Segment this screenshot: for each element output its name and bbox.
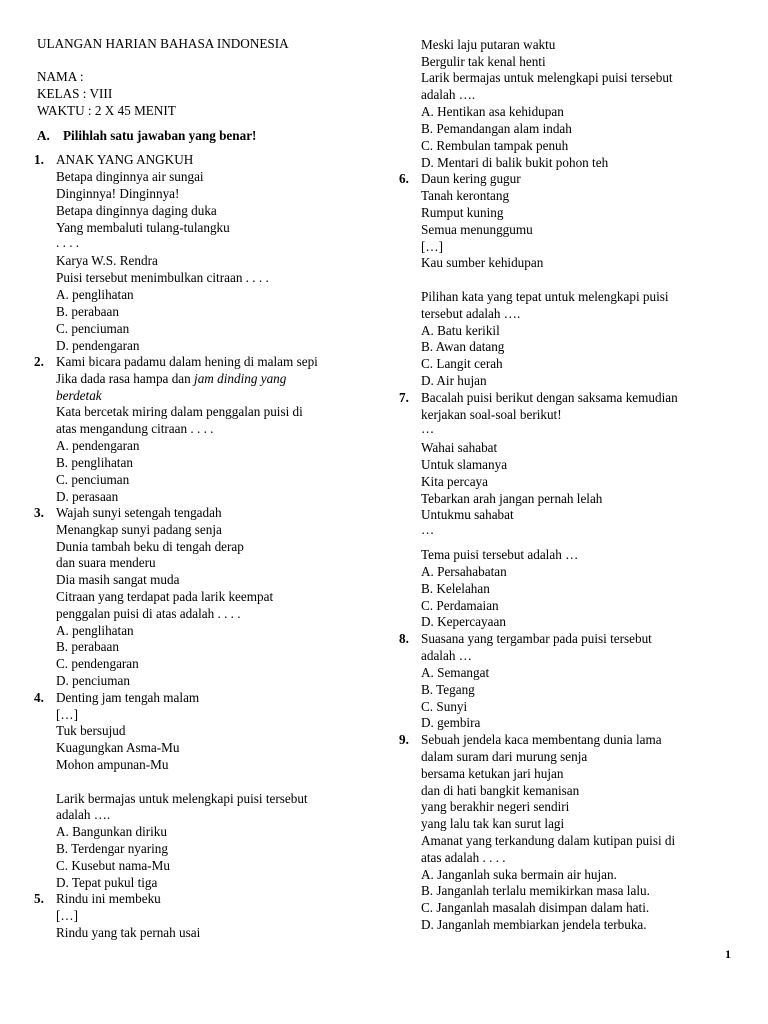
poem-line: Untuk slamanya [421, 457, 508, 472]
poem-line: Tebarkan arah jangan pernah lelah [421, 491, 603, 506]
poem-line: Dia masih sangat muda [56, 572, 180, 587]
poem-line: Rindu yang tak pernah usai [56, 925, 201, 940]
nama-label: NAMA : [37, 69, 84, 84]
option-d[interactable]: D. penciuman [56, 673, 130, 688]
option-d[interactable]: D. Mentari di balik bukit pohon teh [421, 155, 609, 170]
poem-line: yang lalu tak kan surut lagi [421, 816, 565, 831]
option-a[interactable]: A. Batu kerikil [421, 323, 500, 338]
option-b[interactable]: B. Pemandangan alam indah [421, 121, 572, 136]
option-b[interactable]: B. Terdengar nyaring [56, 841, 168, 856]
question-text: Suasana yang tergambar pada puisi tersebut [421, 631, 652, 646]
question-text: Tema puisi tersebut adalah … [421, 547, 579, 562]
poem-line: Dunia tambah beku di tengah derap [56, 539, 244, 554]
poem-line-plain: Jika dada rasa hampa dan [56, 371, 195, 386]
option-c[interactable]: C. Janganlah masalah disimpan dalam hati. [421, 900, 650, 915]
option-b[interactable]: B. Janganlah terlalu memikirkan masa lalu. [421, 883, 650, 898]
poem-line: Kami bicara padamu dalam hening di malam sepi [56, 354, 318, 369]
option-a[interactable]: A. Persahabatan [421, 564, 507, 579]
question-text: Pilihan kata yang tepat untuk melengkapi puisi [421, 289, 669, 304]
option-d[interactable]: D. Kepercayaan [421, 614, 506, 629]
option-a[interactable]: A. penglihatan [56, 623, 134, 638]
poem-line: Denting jam tengah malam [56, 690, 200, 705]
poem-line: Betapa dinginnya daging duka [56, 203, 217, 218]
poem-line: Betapa dinginnya air sungai [56, 169, 204, 184]
option-d[interactable]: D. perasaan [56, 489, 119, 504]
poem-line: Rindu ini membeku [56, 891, 161, 906]
question-text: adalah …. [421, 87, 476, 102]
option-a[interactable]: A. Semangat [421, 665, 490, 680]
poem-line: yang berakhir negeri sendiri [421, 799, 570, 814]
section-label: A. [37, 128, 50, 143]
poem-line: Meski laju putaran waktu [421, 37, 556, 52]
poem-line: Dinginnya! Dinginnya! [56, 186, 180, 201]
question-text: penggalan puisi di atas adalah . . . . [56, 606, 241, 621]
waktu-label: WAKTU : 2 X 45 MENIT [37, 103, 176, 118]
option-d[interactable]: D. Janganlah membiarkan jendela terbuka. [421, 917, 647, 932]
option-c[interactable]: C. pendengaran [56, 656, 139, 671]
option-c[interactable]: C. Perdamaian [421, 598, 499, 613]
poem-line: Menangkap sunyi padang senja [56, 522, 222, 537]
question-text: adalah … [421, 648, 472, 663]
question-number: 4. [34, 690, 44, 705]
option-a[interactable]: A. penglihatan [56, 287, 134, 302]
question-text: tersebut adalah …. [421, 306, 521, 321]
poem-line: Wahai sahabat [421, 440, 498, 455]
poem-line: dalam suram dari murung senja [421, 749, 588, 764]
option-a[interactable]: A. Bangunkan diriku [56, 824, 167, 839]
poem-line: Kau sumber kehidupan [421, 255, 544, 270]
poem-ellipsis: . . . . [56, 235, 80, 250]
poem-line: Kita percaya [421, 474, 488, 489]
poem-line: dan suara menderu [56, 555, 156, 570]
poem-line: Bergulir tak kenal henti [421, 54, 546, 69]
poem-blank: […] [56, 707, 78, 722]
question-text: atas adalah . . . . [421, 850, 506, 865]
poem-ellipsis: … [421, 522, 435, 537]
kelas-label: KELAS : VIII [37, 86, 113, 101]
poem-line: Wajah sunyi setengah tengadah [56, 505, 222, 520]
option-d[interactable]: D. Air hujan [421, 373, 487, 388]
question-number: 9. [399, 732, 409, 747]
poem-line-italic: jam dinding yang [194, 371, 287, 386]
option-b[interactable]: B. Tegang [421, 682, 475, 697]
poem-title: ANAK YANG ANGKUH [56, 152, 194, 167]
poem-line: Untukmu sahabat [421, 507, 514, 522]
question-number: 3. [34, 505, 44, 520]
option-c[interactable]: C. Kusebut nama-Mu [56, 858, 170, 873]
option-a[interactable]: A. Janganlah suka bermain air hujan. [421, 867, 617, 882]
exam-title: ULANGAN HARIAN BAHASA INDONESIA [37, 36, 289, 51]
question-text: atas mengandung citraan . . . . [56, 421, 214, 436]
page-number: 1 [725, 947, 731, 961]
option-a[interactable]: A. Hentikan asa kehidupan [421, 104, 564, 119]
option-b[interactable]: B. Kelelahan [421, 581, 490, 596]
poem-line: Sebuah jendela kaca membentang dunia lama [421, 732, 662, 747]
question-number: 7. [399, 390, 409, 405]
poem-line: Rumput kuning [421, 205, 504, 220]
question-text: Citraan yang terdapat pada larik keempat [56, 589, 274, 604]
question-text: Kata bercetak miring dalam penggalan puisi di [56, 404, 303, 419]
question-text: Bacalah puisi berikut dengan saksama kemudian [421, 390, 678, 405]
option-c[interactable]: C. penciuman [56, 472, 130, 487]
option-a[interactable]: A. pendengaran [56, 438, 140, 453]
poem-line: Yang membaluti tulang-tulangku [56, 220, 230, 235]
poem-line-italic: berdetak [56, 388, 102, 403]
option-d[interactable]: D. gembira [421, 715, 481, 730]
question-number: 6. [399, 171, 409, 186]
poem-line: bersama ketukan jari hujan [421, 766, 564, 781]
option-b[interactable]: B. Awan datang [421, 339, 505, 354]
option-b[interactable]: B. perabaan [56, 304, 119, 319]
poem-line: Tanah kerontang [421, 188, 510, 203]
question-text: adalah …. [56, 807, 111, 822]
option-d[interactable]: D. Tepat pukul tiga [56, 875, 158, 890]
question-text: Puisi tersebut menimbulkan citraan . . . . [56, 270, 269, 285]
poem-line: Tuk bersujud [56, 723, 126, 738]
poem-author: Karya W.S. Rendra [56, 253, 158, 268]
poem-blank: […] [56, 908, 78, 923]
question-text: kerjakan soal-soal berikut! [421, 407, 562, 422]
option-b[interactable]: B. perabaan [56, 639, 119, 654]
option-c[interactable]: C. Rembulan tampak penuh [421, 138, 569, 153]
question-text: Amanat yang terkandung dalam kutipan puisi di [421, 833, 676, 848]
option-b[interactable]: B. penglihatan [56, 455, 133, 470]
question-number: 5. [34, 891, 44, 906]
question-text: Larik bermajas untuk melengkapi puisi tersebut [421, 70, 673, 85]
question-text: Larik bermajas untuk melengkapi puisi tersebut [56, 791, 308, 806]
option-c[interactable]: C. penciuman [56, 321, 130, 336]
option-d[interactable]: D. pendengaran [56, 338, 140, 353]
poem-line: Daun kering gugur [421, 171, 521, 186]
poem-line: Kuagungkan Asma-Mu [56, 740, 180, 755]
question-number: 2. [34, 354, 44, 369]
poem-ellipsis: … [421, 421, 435, 436]
section-instruction: Pilihlah satu jawaban yang benar! [63, 128, 257, 143]
question-number: 1. [34, 152, 44, 167]
option-c[interactable]: C. Langit cerah [421, 356, 503, 371]
poem-line: Mohon ampunan-Mu [56, 757, 169, 772]
poem-line: dan di hati bangkit kemanisan [421, 783, 580, 798]
poem-line [56, 370, 286, 387]
poem-line: Semua menunggumu [421, 222, 533, 237]
poem-blank: […] [421, 239, 443, 254]
question-number: 8. [399, 631, 409, 646]
option-c[interactable]: C. Sunyi [421, 699, 468, 714]
